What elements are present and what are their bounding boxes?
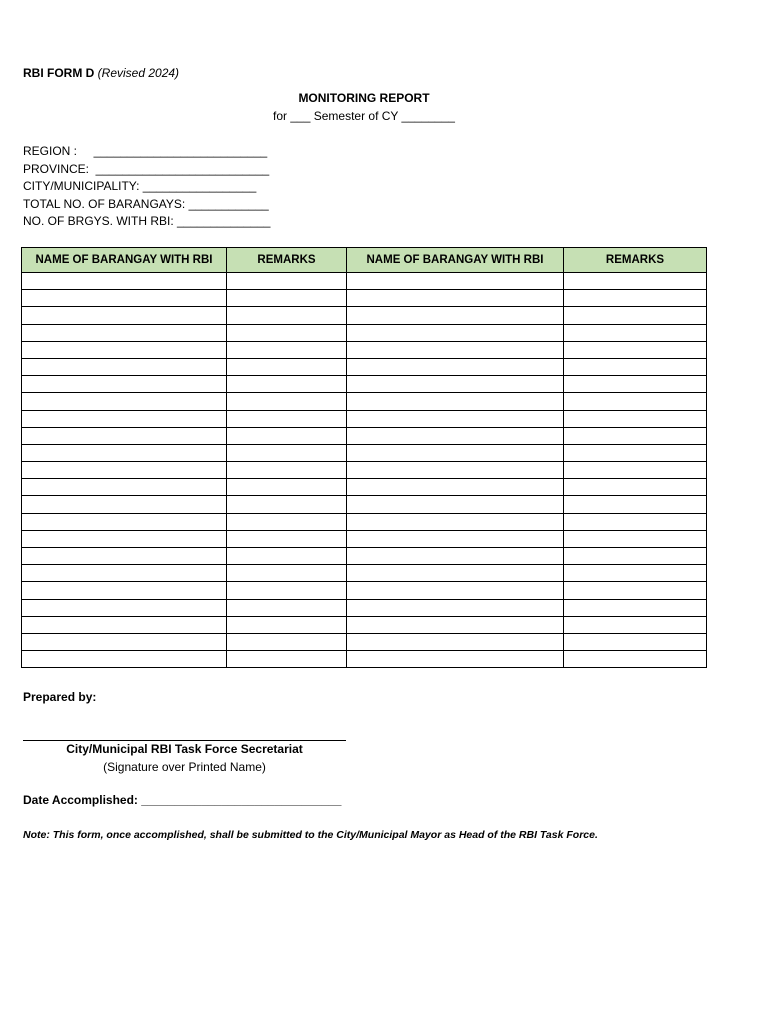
table-row	[22, 496, 707, 513]
barangay-cell-2	[347, 376, 564, 393]
table-row	[22, 341, 707, 358]
barangay-cell-2	[347, 427, 564, 444]
barangay-cell-1	[22, 513, 227, 530]
barangay-cell-1	[22, 616, 227, 633]
remarks-cell-1	[227, 462, 347, 479]
signatory-subtitle: (Signature over Printed Name)	[103, 760, 266, 774]
page-title: MONITORING REPORT	[298, 91, 430, 105]
barangay-cell-2	[347, 651, 564, 668]
remarks-cell-2	[564, 376, 707, 393]
remarks-cell-2	[564, 444, 707, 461]
remarks-cell-1	[227, 651, 347, 668]
table-row	[22, 479, 707, 496]
barangay-cell-2	[347, 341, 564, 358]
remarks-cell-1	[227, 324, 347, 341]
remarks-cell-1	[227, 513, 347, 530]
field-province: PROVINCE: __________________________	[23, 161, 270, 176]
barangay-cell-1	[22, 376, 227, 393]
table-row	[22, 273, 707, 290]
barangay-cell-2	[347, 616, 564, 633]
monitoring-table	[21, 247, 707, 668]
barangay-cell-2	[347, 599, 564, 616]
remarks-cell-2	[564, 633, 707, 650]
barangay-cell-1	[22, 530, 227, 547]
remarks-cell-2	[564, 273, 707, 290]
table-row	[22, 376, 707, 393]
remarks-cell-1	[227, 548, 347, 565]
table-row	[22, 582, 707, 599]
remarks-cell-2	[564, 582, 707, 599]
table-row	[22, 324, 707, 341]
page-subtitle: for ___ Semester of CY ________	[273, 109, 455, 123]
table-header-row	[22, 248, 707, 273]
remarks-cell-1	[227, 496, 347, 513]
barangay-cell-1	[22, 358, 227, 375]
table-row	[22, 565, 707, 582]
table-row	[22, 427, 707, 444]
barangay-cell-2	[347, 548, 564, 565]
remarks-cell-1	[227, 616, 347, 633]
barangay-cell-1	[22, 651, 227, 668]
barangay-cell-1	[22, 427, 227, 444]
barangay-cell-2	[347, 273, 564, 290]
table-row	[22, 307, 707, 324]
barangay-cell-1	[22, 633, 227, 650]
barangay-cell-1	[22, 548, 227, 565]
table-row	[22, 599, 707, 616]
remarks-cell-1	[227, 341, 347, 358]
barangay-cell-1	[22, 393, 227, 410]
remarks-cell-1	[227, 633, 347, 650]
report-fields	[23, 143, 270, 231]
remarks-cell-2	[564, 513, 707, 530]
remarks-cell-1	[227, 307, 347, 324]
barangay-cell-1	[22, 444, 227, 461]
barangay-cell-1	[22, 496, 227, 513]
barangay-cell-1	[22, 341, 227, 358]
remarks-cell-2	[564, 548, 707, 565]
remarks-cell-1	[227, 582, 347, 599]
barangay-cell-2	[347, 565, 564, 582]
table-row	[22, 462, 707, 479]
table-body	[22, 273, 707, 668]
barangay-cell-1	[22, 307, 227, 324]
date-accomplished-field: Date Accomplished: ______________________________	[23, 793, 342, 807]
barangay-cell-2	[347, 496, 564, 513]
barangay-cell-2	[347, 633, 564, 650]
remarks-cell-2	[564, 393, 707, 410]
table-row	[22, 633, 707, 650]
remarks-cell-2	[564, 599, 707, 616]
remarks-cell-1	[227, 565, 347, 582]
barangay-cell-1	[22, 324, 227, 341]
barangay-cell-2	[347, 358, 564, 375]
signature-line	[23, 740, 346, 741]
table-row	[22, 290, 707, 307]
table-row	[22, 530, 707, 547]
table-row	[22, 410, 707, 427]
remarks-cell-2	[564, 462, 707, 479]
table-row	[22, 513, 707, 530]
remarks-cell-1	[227, 393, 347, 410]
remarks-cell-2	[564, 290, 707, 307]
column-header-remarks-2: REMARKS	[564, 248, 707, 273]
remarks-cell-2	[564, 427, 707, 444]
remarks-cell-1	[227, 358, 347, 375]
barangay-cell-2	[347, 462, 564, 479]
remarks-cell-2	[564, 307, 707, 324]
barangay-cell-2	[347, 444, 564, 461]
barangay-cell-2	[347, 324, 564, 341]
remarks-cell-2	[564, 565, 707, 582]
remarks-cell-1	[227, 376, 347, 393]
barangay-cell-2	[347, 479, 564, 496]
barangay-cell-1	[22, 462, 227, 479]
remarks-cell-2	[564, 616, 707, 633]
barangay-cell-2	[347, 307, 564, 324]
remarks-cell-2	[564, 341, 707, 358]
form-identifier	[23, 66, 179, 80]
remarks-cell-1	[227, 479, 347, 496]
remarks-cell-2	[564, 496, 707, 513]
field-brgys-with-rbi: NO. OF BRGYS. WITH RBI: ______________	[23, 214, 271, 228]
table-row	[22, 358, 707, 375]
remarks-cell-1	[227, 444, 347, 461]
signatory-title: City/Municipal RBI Task Force Secretariat	[66, 742, 303, 756]
field-total-barangays: TOTAL NO. OF BARANGAYS: ____________	[23, 196, 269, 211]
barangay-cell-2	[347, 582, 564, 599]
barangay-cell-2	[347, 410, 564, 427]
remarks-cell-1	[227, 273, 347, 290]
form-revision: (Revised 2024)	[97, 66, 180, 80]
table-row	[22, 444, 707, 461]
table-row	[22, 651, 707, 668]
remarks-cell-2	[564, 358, 707, 375]
remarks-cell-2	[564, 410, 707, 427]
table-row	[22, 616, 707, 633]
submission-note: Note: This form, once accomplished, shall be submitted to the City/Municipal Mayor as Head of the RBI Task Force.	[23, 829, 598, 841]
table-row	[22, 548, 707, 565]
remarks-cell-2	[564, 479, 707, 496]
table-row	[22, 393, 707, 410]
remarks-cell-2	[564, 324, 707, 341]
remarks-cell-1	[227, 599, 347, 616]
barangay-cell-2	[347, 513, 564, 530]
barangay-cell-2	[347, 393, 564, 410]
barangay-cell-1	[22, 410, 227, 427]
remarks-cell-2	[564, 530, 707, 547]
remarks-cell-1	[227, 290, 347, 307]
barangay-cell-1	[22, 565, 227, 582]
column-header-remarks-1: REMARKS	[227, 248, 347, 273]
barangay-cell-1	[22, 273, 227, 290]
remarks-cell-2	[564, 651, 707, 668]
barangay-cell-1	[22, 479, 227, 496]
remarks-cell-1	[227, 427, 347, 444]
barangay-cell-1	[22, 599, 227, 616]
form-code: RBI FORM D	[23, 66, 95, 80]
barangay-cell-2	[347, 530, 564, 547]
column-header-barangay-1: NAME OF BARANGAY WITH RBI	[22, 248, 227, 273]
remarks-cell-1	[227, 530, 347, 547]
column-header-barangay-2: NAME OF BARANGAY WITH RBI	[347, 248, 564, 273]
prepared-by-label: Prepared by:	[23, 690, 97, 704]
field-region: REGION : __________________________	[23, 144, 268, 158]
barangay-cell-1	[22, 582, 227, 599]
field-city-municipality: CITY/MUNICIPALITY: _________________	[23, 179, 257, 193]
barangay-cell-2	[347, 290, 564, 307]
remarks-cell-1	[227, 410, 347, 427]
barangay-cell-1	[22, 290, 227, 307]
